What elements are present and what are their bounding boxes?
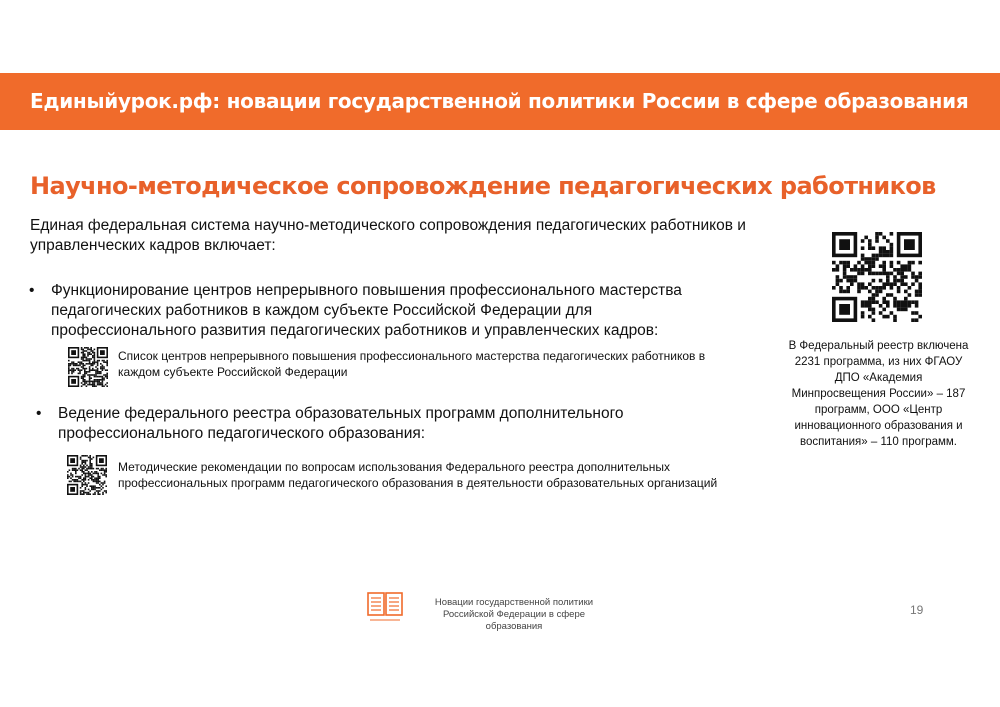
qr-code-icon[interactable] (68, 347, 108, 387)
qr-code-icon[interactable] (832, 232, 922, 322)
registry-side-note: В Федеральный реестр включена 2231 программа, из них ФГАОУ ДПО «Академия Минпросвещения России» – 187 программ, ООО «Центр инновационного образования и воспитания» – 110 программ. (788, 340, 969, 448)
qr-note-registry: Методические рекомендации по вопросам использования Федерального реестра дополнительных профессиональных программ педагогического образования в деятельности образовательных организаций (118, 460, 718, 490)
page-title: Научно-методическое сопровождение педагогических работников (30, 172, 936, 200)
header-title: Единыйурок.рф: новации государственной политики России в сфере образования (30, 89, 969, 113)
bullet-symbol: • (29, 282, 35, 299)
bullet-item-registry (36, 404, 658, 444)
bullet-text: Функционирование центров непрерывного повышения профессионального мастерства педагогических работников в каждом субъекте Российской Федерации для профессионального развития педагогических работников и управленческих кадров: (51, 282, 682, 339)
intro-text: Единая федеральная система научно-методического сопровождения педагогических работников и управленческих кадров включает: (30, 217, 746, 254)
open-book-icon (366, 590, 404, 624)
footer-text: Новации государственной политики Российской Федерации в сфере образования (434, 597, 594, 632)
qr-code-icon[interactable] (67, 455, 107, 495)
qr-note-centers: Список центров непрерывного повышения профессионального мастерства педагогических работников в каждом субъекте Российской Федерации (118, 349, 706, 379)
bullet-symbol: • (36, 405, 42, 422)
bullet-text: Ведение федерального реестра образовательных программ дополнительного профессионального педагогического образования: (58, 405, 624, 442)
bullet-item-centers (29, 281, 691, 341)
page-number: 19 (910, 603, 924, 617)
header-bar (0, 73, 1000, 130)
